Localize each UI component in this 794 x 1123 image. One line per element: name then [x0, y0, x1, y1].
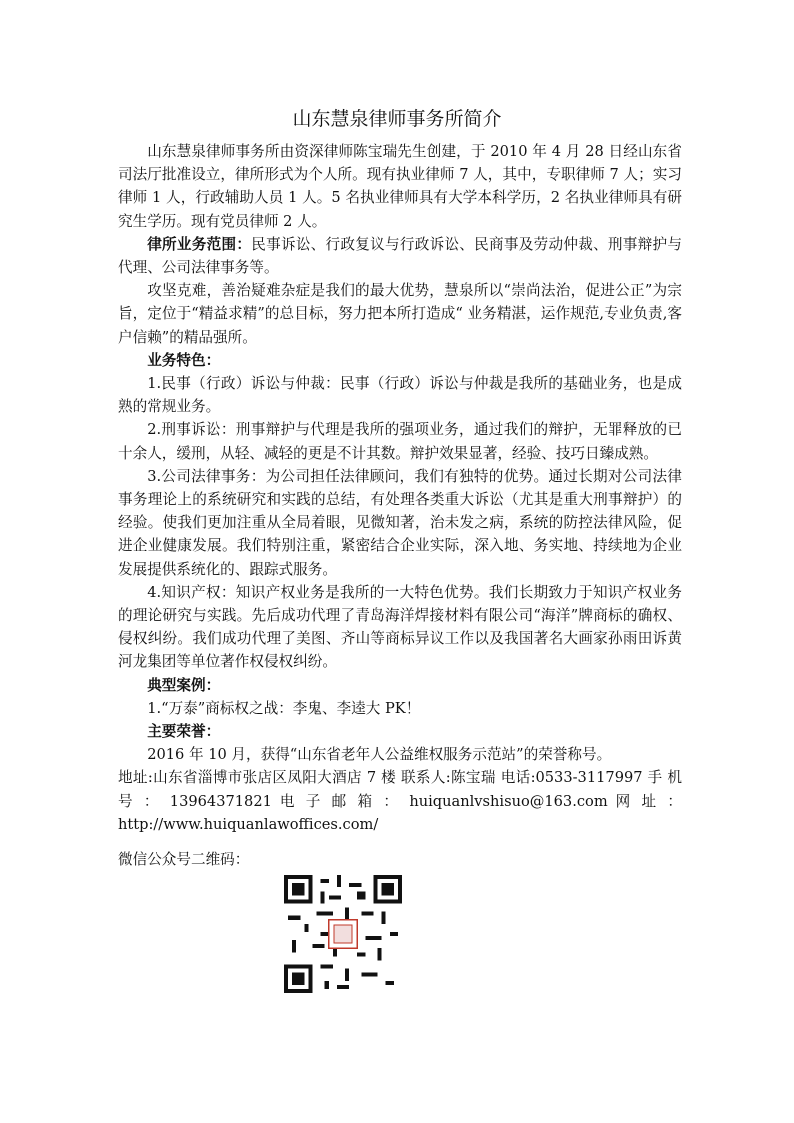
wechat-label: 微信公众号二维码： [118, 851, 250, 869]
document-body [118, 140, 682, 871]
wechat-qr-code [284, 875, 402, 993]
scope-label: 律所业务范围： [147, 235, 252, 253]
cases-heading: 典型案例： [147, 676, 221, 694]
feature-item: 2.刑事诉讼：刑事辩护与代理是我所的强项业务，通过我们的辩护，无罪释放的已十余人，缓刑，从轻、减轻的更是不计其数。辩护效果显著，经验、技巧日臻成熟。 [118, 421, 682, 462]
intro-paragraph: 山东慧泉律师事务所由资深律师陈宝瑞先生创建，于 2010 年 4 月 28 日经山东省司法厅批准设立，律所形式为个人所。现有执业律师 7 人，其中，专职律师 7 人；实习律师 1 人，行政辅助人员 1 人。5 名执业律师具有大学本科学历，2 名执业律师具有研究生学历。现有党员律师 2 人。 [118, 143, 682, 230]
feature-item: 4.知识产权：知识产权业务是我所的一大特色优势。我们长期致力于知识产权业务的理论研究与实践。先后成功代理了青岛海洋焊接材料有限公司“海洋”牌商标的确权、侵权纠纷。我们成功代理了美图、齐山等商标异议工作以及我国著名大画家孙雨田诉黄河龙集团等单位著作权侵权纠纷。 [118, 583, 682, 671]
advantage-paragraph: 攻坚克难，善治疑难杂症是我们的最大优势，慧泉所以“崇尚法治，促进公正”为宗旨，定位于“精益求精”的总目标，努力把本所打造成“ 业务精湛，运作规范,专业负责,客户信赖”的精品强所。 [118, 282, 682, 346]
feature-item: 3.公司法律事务：为公司担任法律顾问，我们有独特的优势。通过长期对公司法律事务理论上的系统研究和实践的总结，有处理各类重大诉讼（尤其是重大刑事辩护）的经验。使我们更加注重从全局着眼，见微知著，治未发之病，系统的防控法律风险，促进企业健康发展。我们特别注重，紧密结合企业实际，深入地、务实地、持续地为企业发展提供系统化的、跟踪式服务。 [118, 467, 682, 578]
scope-text: 民事诉讼、行政复议与行政诉讼、民商事及劳动仲裁、刑事辩护与代理、公司法律事务等。 [118, 235, 682, 277]
contact-info: 地址:山东省淄博市张店区凤阳大酒店 7 楼 联系人:陈宝瑞 电话:0533-3117997 手 机 号 ： 13964371821 电 子 邮 箱 ： huiquanlvshisuo@163.com 网 址 ： http://www.huiquanlawoffices.com/ [118, 769, 682, 833]
scope-paragraph [118, 233, 682, 279]
case-item: 1.“万泰”商标权之战：李鬼、李逵大 PK！ [147, 699, 421, 717]
features-heading: 业务特色： [147, 351, 221, 369]
document-title: 山东慧泉律师事务所简介 [292, 108, 502, 130]
honors-heading: 主要荣誉： [147, 723, 221, 741]
honor-item: 2016 年 10 月，获得“山东省老年人公益维权服务示范站”的荣誉称号。 [147, 746, 612, 764]
feature-item: 1.民事（行政）诉讼与仲裁：民事（行政）诉讼与仲裁是我所的基础业务，也是成熟的常规业务。 [118, 375, 682, 416]
